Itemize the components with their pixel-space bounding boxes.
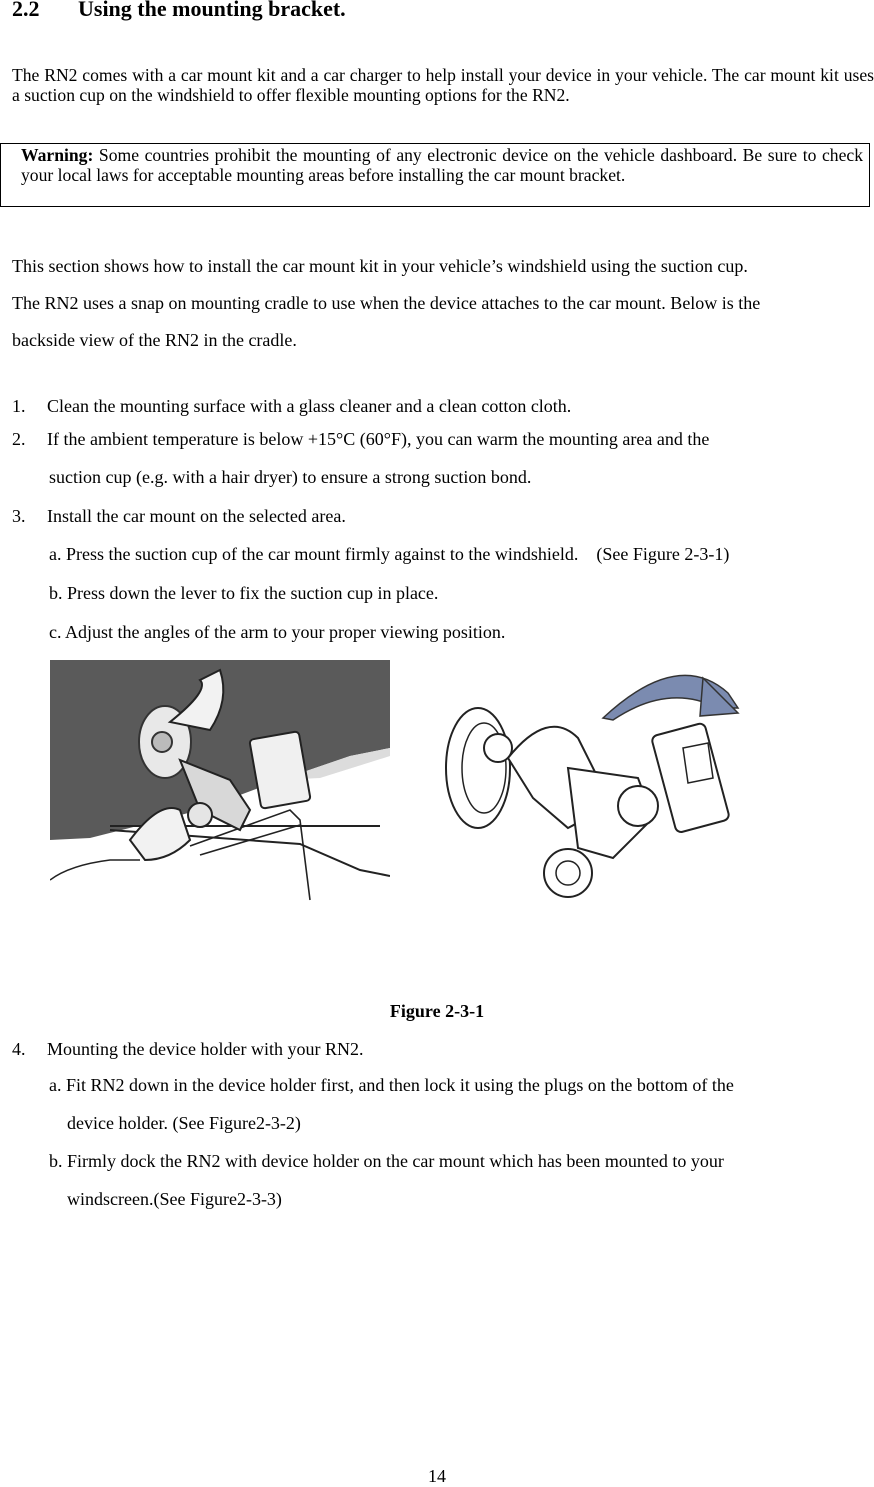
description-line-1: This section shows how to install the car mount kit in your vehicle’s windshield using the suction cup. [12, 256, 748, 276]
step-4-number: 4. [12, 1039, 26, 1059]
figure-mounting-photo [50, 660, 390, 904]
section-number: 2.2 [12, 0, 40, 21]
bottom-knob-center [556, 861, 580, 885]
step-1 [12, 396, 571, 417]
step-2-number: 2. [12, 429, 26, 449]
warning-label: Warning: [21, 145, 94, 165]
cradle-plate [249, 731, 310, 809]
step-4b-line-1: b. Firmly dock the RN2 with device holder on the car mount which has been mounted to your [49, 1151, 724, 1171]
step-4 [12, 1039, 363, 1060]
warning-text: Some countries prohibit the mounting of any electronic device on the vehicle dashboard. Be sure to check your local laws for acceptable mounting areas before installing the car mount bracket. [21, 145, 863, 185]
intro-paragraph: The RN2 comes with a car mount kit and a car charger to help install your device in your vehicle. The car mount kit uses a suction cup on the windshield to offer flexible mounting options for the RN2. [12, 65, 874, 105]
figure-caption: Figure 2-3-1 [389, 1001, 485, 1021]
step-3b: b. Press down the lever to fix the suction cup in place. [49, 583, 439, 603]
step-2-text: If the ambient temperature is below +15°C (60°F), you can warm the mounting area and the [47, 429, 710, 449]
step-3a: a. Press the suction cup of the car mount firmly against to the windshield. (See Figure 2-3-1) [49, 544, 730, 564]
description-line-3: backside view of the RN2 in the cradle. [12, 330, 297, 350]
step-1-text: Clean the mounting surface with a glass cleaner and a clean cotton cloth. [47, 396, 572, 416]
suction-cup-knob [152, 732, 172, 752]
step-4-text: Mounting the device holder with your RN2. [47, 1039, 364, 1059]
step-3 [12, 506, 346, 527]
step-1-number: 1. [12, 396, 26, 416]
section-title: Using the mounting bracket. [78, 0, 346, 21]
step-4a-line-2: device holder. (See Figure2-3-2) [67, 1113, 301, 1133]
step-3c: c. Adjust the angles of the arm to your proper viewing position. [49, 622, 506, 642]
ball-joint [618, 786, 658, 826]
figure-car-mount-drawing [438, 668, 748, 908]
step-3-number: 3. [12, 506, 26, 526]
step-3-text: Install the car mount on the selected area. [47, 506, 346, 526]
rotation-arrow-head-icon [700, 678, 738, 716]
step-2 [12, 429, 709, 450]
section-heading [12, 0, 346, 22]
step-4b-line-2: windscreen.(See Figure2-3-3) [67, 1189, 282, 1209]
page-number: 14 [428, 1466, 446, 1486]
lever-knob [188, 803, 212, 827]
description-line-2: The RN2 uses a snap on mounting cradle to use when the device attaches to the car mount. Below is the [12, 293, 761, 313]
step-4a-line-1: a. Fit RN2 down in the device holder first, and then lock it using the plugs on the bottom of the [49, 1075, 734, 1095]
step-2-continued: suction cup (e.g. with a hair dryer) to ensure a strong suction bond. [49, 467, 532, 487]
warning-box [0, 143, 870, 207]
cradle-plate [651, 722, 730, 833]
